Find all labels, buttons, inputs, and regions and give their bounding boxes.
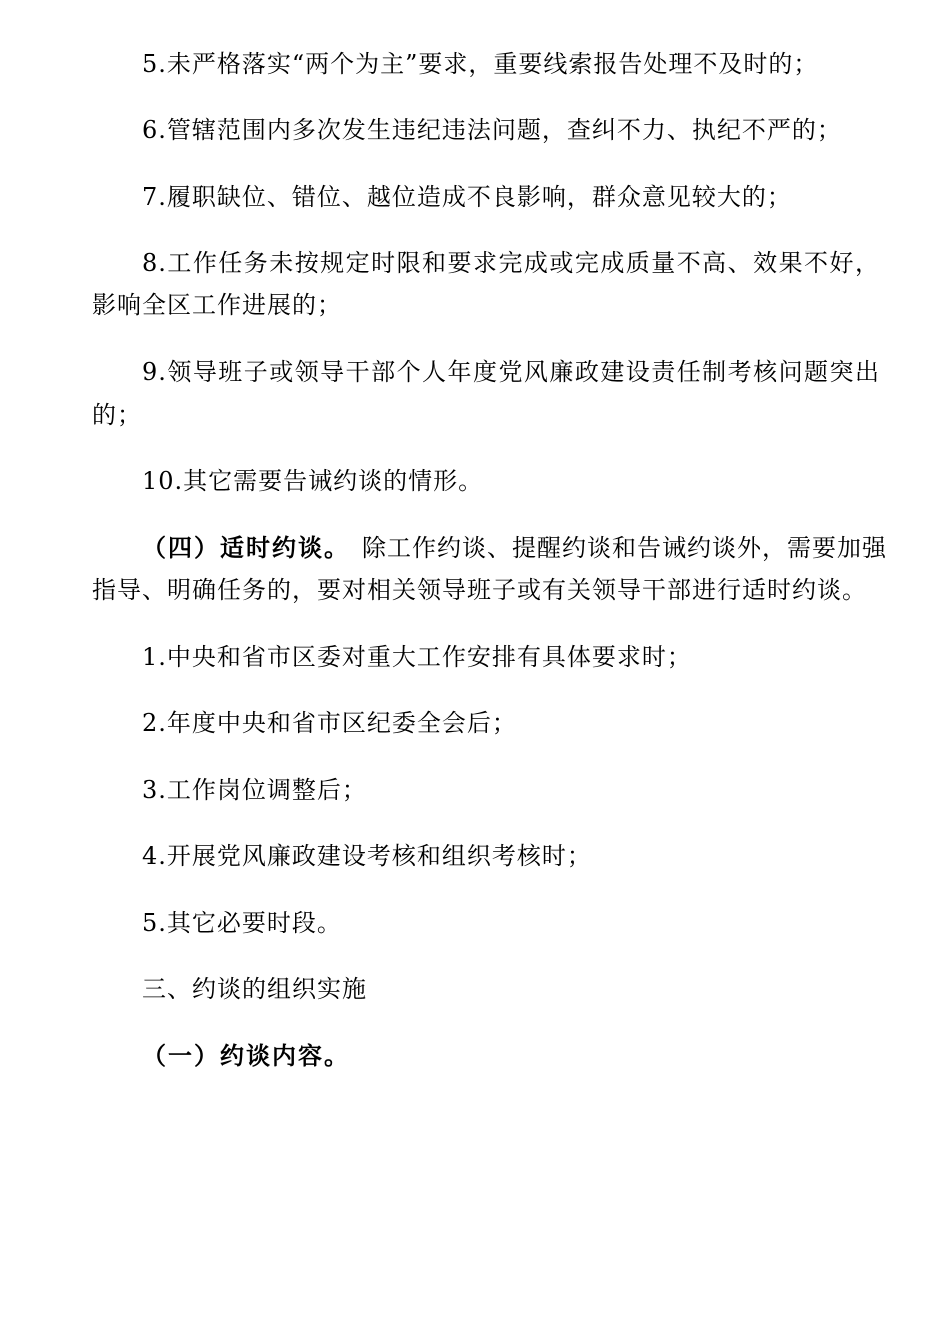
item-6-violations: 6.管辖范围内多次发生违纪违法问题，查纠不力、执纪不严的； xyxy=(142,116,842,144)
item-9-line-1: 9.领导班子或领导干部个人年度党风廉政建设责任制考核问题突出 xyxy=(142,358,880,386)
section-4-text-1: 除工作约谈、提醒约谈和告诫约谈外，需要加强 xyxy=(362,534,887,562)
item-b-2: 2.年度中央和省市区纪委全会后； xyxy=(142,709,517,737)
item-b-1: 1.中央和省市区委对重大工作安排有具体要求时； xyxy=(142,643,692,671)
item-10-other: 10.其它需要告诫约谈的情形。 xyxy=(142,467,484,495)
item-b-3: 3.工作岗位调整后； xyxy=(142,776,367,804)
item-8-line-1: 8.工作任务未按规定时限和要求完成或完成质量不高、效果不好， xyxy=(142,249,880,277)
section-4-line-2: 指导、明确任务的，要对相关领导班子或有关领导干部进行适时约谈。 xyxy=(92,576,867,604)
part-3-subheading-1: （一）约谈内容。 xyxy=(142,1042,350,1070)
item-7-duty-issues: 7.履职缺位、错位、越位造成不良影响，群众意见较大的； xyxy=(142,183,792,211)
section-4-line-1 xyxy=(142,534,887,562)
item-5-overdue-clues: 5.未严格落实“两个为主”要求，重要线索报告处理不及时的； xyxy=(142,50,819,78)
item-b-4: 4.开展党风廉政建设考核和组织考核时； xyxy=(142,842,592,870)
item-9-line-2: 的； xyxy=(92,401,142,429)
item-b-5: 5.其它必要时段。 xyxy=(142,909,342,937)
item-8-line-2: 影响全区工作进展的； xyxy=(92,291,342,319)
part-3-heading: 三、约谈的组织实施 xyxy=(142,975,367,1003)
section-4-heading: （四）适时约谈。 xyxy=(142,534,350,562)
